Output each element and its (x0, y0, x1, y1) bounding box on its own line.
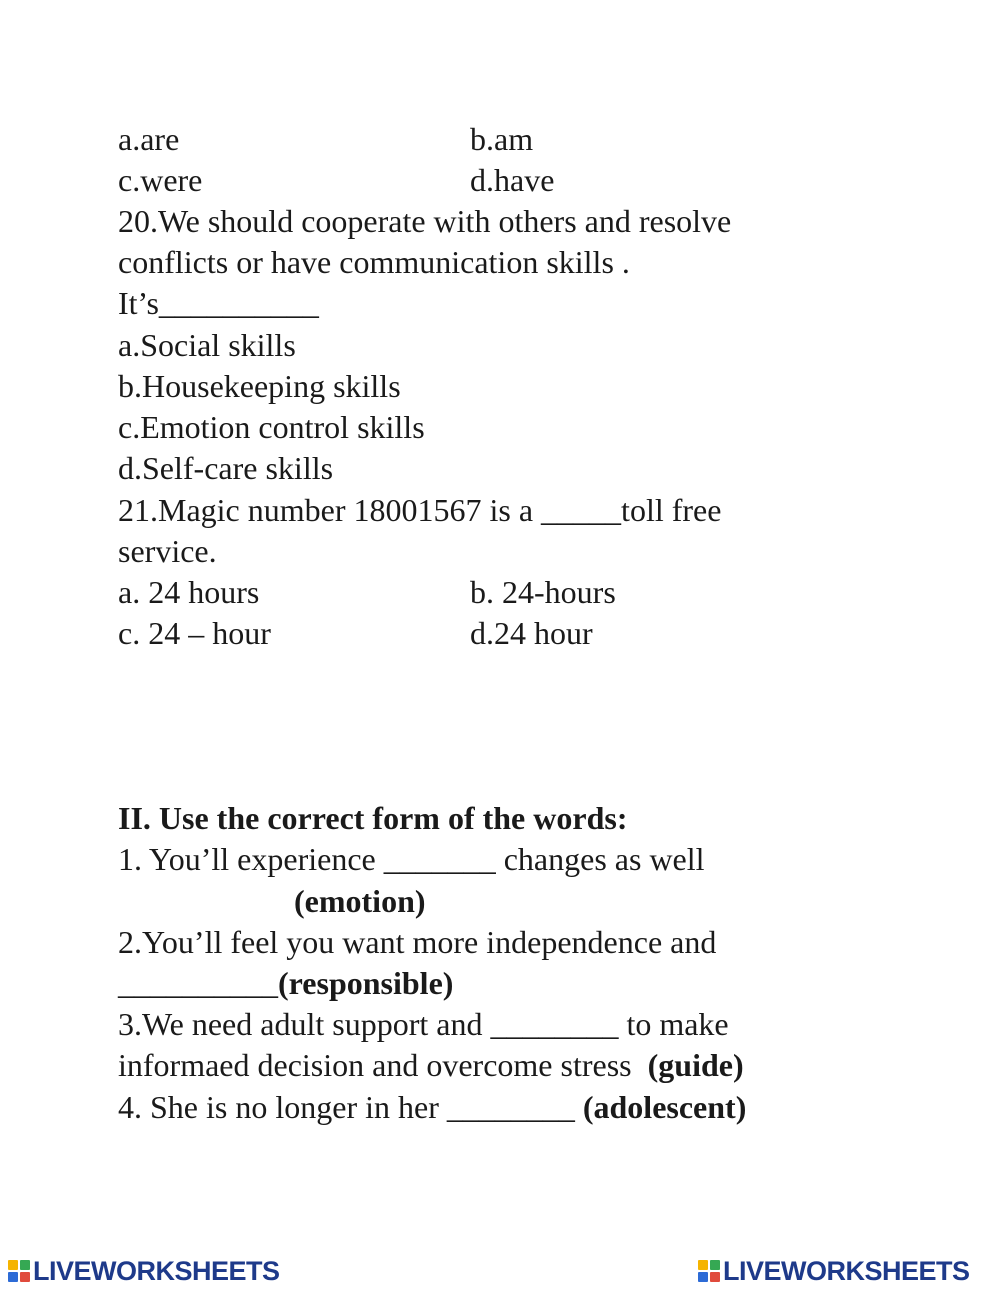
q19-option-b: b.am (470, 121, 534, 157)
section2-item2-blank: __________ (118, 965, 278, 1001)
q21-question-line1: 21.Magic number 18001567 is a _____toll free (118, 492, 722, 528)
section2-item1-text: 1. You’ll experience _______ changes as well (118, 841, 705, 877)
logo-right-text: LIVEWORKSHEETS (723, 1255, 970, 1286)
q19-option-c: c.were (118, 162, 203, 198)
liveworksheets-logo-left (8, 1256, 280, 1286)
liveworksheets-mark-icon (8, 1260, 30, 1282)
q20-option-d: d.Self-care skills (118, 450, 334, 486)
section2-item2-text: 2.You’ll feel you want more independence and (118, 924, 717, 960)
q19-option-d: d.have (470, 162, 555, 198)
section2-item2-line (118, 963, 453, 1003)
q21-question-line2: service. (118, 533, 217, 569)
section2-item3-text2: informaed decision and overcome stress (118, 1047, 648, 1083)
section2-item2-hint: (responsible) (278, 965, 454, 1001)
q20-option-b: b.Housekeeping skills (118, 368, 401, 404)
section2-item4-hint: (adolescent) (582, 1089, 747, 1125)
section2-item3-text: 3.We need adult support and ________ to make (118, 1006, 729, 1042)
section2-item1-hint: (emotion) (294, 883, 426, 919)
section2-item4-line (118, 1087, 746, 1127)
q20-option-a: a.Social skills (118, 327, 296, 363)
q21-option-a: a. 24 hours (118, 574, 260, 610)
liveworksheets-logo-right (698, 1256, 970, 1286)
section2-heading: II. Use the correct form of the words: (118, 800, 628, 836)
q20-question-line2: conflicts or have communication skills . (118, 244, 630, 280)
q19-option-a: a.are (118, 121, 180, 157)
q21-option-c: c. 24 – hour (118, 615, 271, 651)
section2-item3-line2 (118, 1045, 744, 1085)
liveworksheets-mark-icon (698, 1260, 720, 1282)
section2-item4-text: 4. She is no longer in her ________ (118, 1089, 583, 1125)
section2-item3-hint: (guide) (647, 1047, 744, 1083)
q21-option-b: b. 24-hours (470, 574, 616, 610)
logo-left-text: LIVEWORKSHEETS (33, 1255, 280, 1286)
q20-question-blank: It’s__________ (118, 285, 319, 321)
q21-option-d: d.24 hour (470, 615, 593, 651)
q20-question-line1: 20.We should cooperate with others and resolve (118, 203, 732, 239)
q20-option-c: c.Emotion control skills (118, 409, 425, 445)
